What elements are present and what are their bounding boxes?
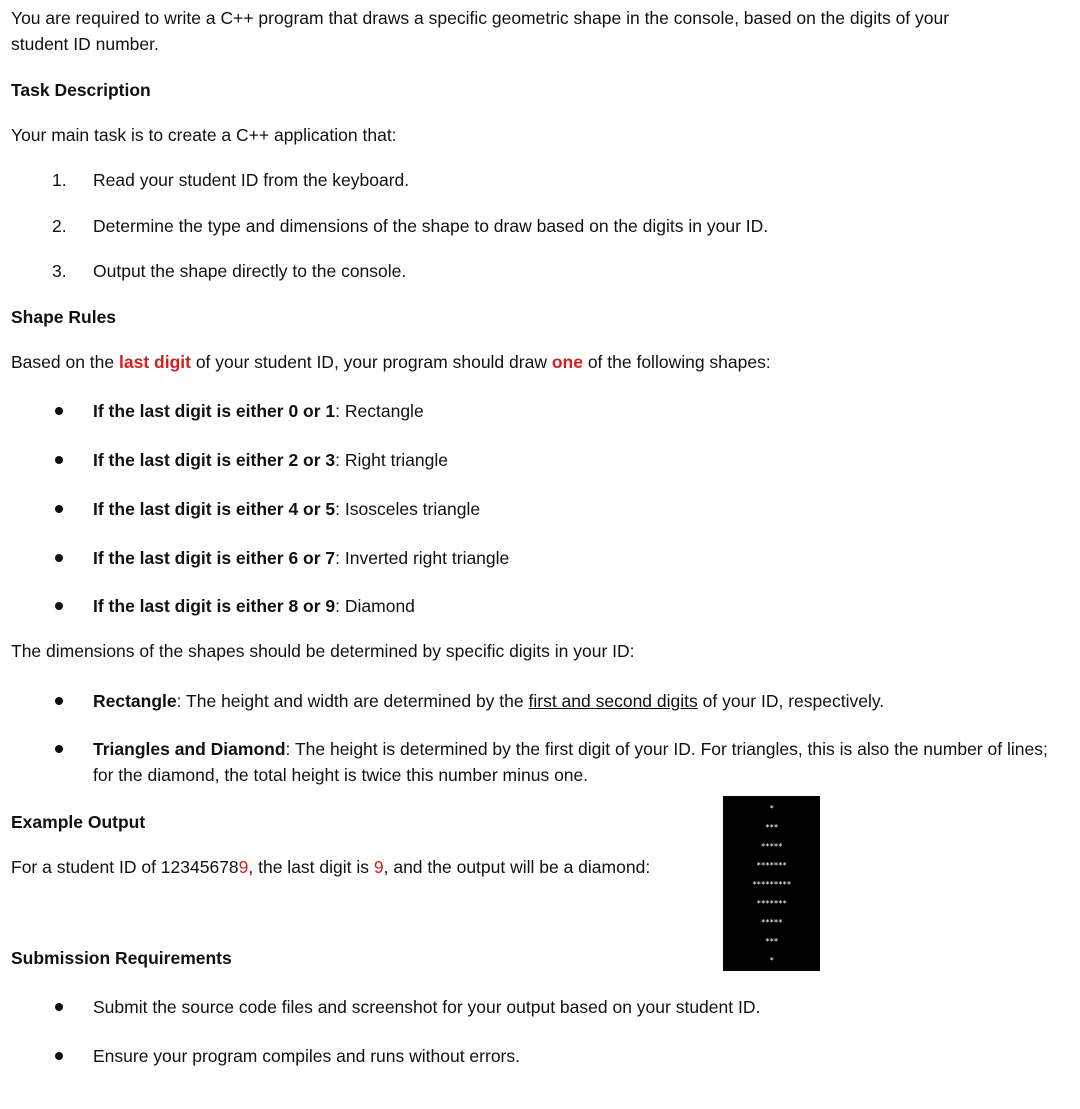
rule-item-4: If the last digit is either 6 or 7: Inverted right triangle [93, 548, 510, 568]
submission-item-2: Ensure your program compiles and runs without errors. [93, 1046, 520, 1066]
bullet-icon [55, 745, 63, 753]
bullet-icon [55, 407, 63, 415]
bullet-icon [55, 456, 63, 464]
shape-rules-lead: Based on the last digit of your student ID, your program should draw one of the following shapes: [11, 352, 771, 372]
console-line: ******* [756, 899, 787, 908]
bullet-icon [55, 554, 63, 562]
console-line: ******* [756, 861, 787, 870]
bullet-icon [55, 1052, 63, 1060]
console-line: * [769, 956, 774, 965]
intro-line-2: student ID number. [11, 34, 159, 54]
dimension-rectangle: Rectangle: The height and width are determined by the first and second digits of your ID, respectively. [93, 691, 885, 711]
step-text-1: Read your student ID from the keyboard. [93, 170, 410, 190]
submission-heading: Submission Requirements [11, 948, 232, 968]
example-output-heading: Example Output [11, 812, 146, 832]
step-text-2: Determine the type and dimensions of the shape to draw based on the digits in your ID. [93, 216, 769, 236]
step-text-3: Output the shape directly to the console. [93, 261, 407, 281]
bullet-icon [55, 697, 63, 705]
rule-item-1: If the last digit is either 0 or 1: Rectangle [93, 401, 424, 421]
rule-item-3: If the last digit is either 4 or 5: Isosceles triangle [93, 499, 481, 519]
step-number-1: 1. [52, 170, 67, 190]
step-number-2: 2. [52, 216, 67, 236]
intro-line-1: You are required to write a C++ program that draws a specific geometric shape in the console, based on the digits of your [11, 8, 950, 28]
example-output-text: For a student ID of 123456789, the last digit is 9, and the output will be a diamond: [11, 857, 651, 877]
console-line: ***** [760, 842, 783, 851]
one-highlight: one [551, 352, 583, 372]
console-line: * [769, 804, 774, 813]
task-description-heading: Task Description [11, 80, 151, 100]
console-line: ***** [760, 918, 783, 927]
console-output-screenshot [723, 796, 820, 971]
bullet-icon [55, 505, 63, 513]
dimensions-lead: The dimensions of the shapes should be determined by specific digits in your ID: [11, 641, 635, 661]
bullet-icon [55, 1003, 63, 1011]
step-number-3: 3. [52, 261, 67, 281]
bullet-icon [55, 602, 63, 610]
task-description-lead: Your main task is to create a C++ application that: [11, 125, 397, 145]
rule-item-5: If the last digit is either 8 or 9: Diamond [93, 596, 415, 616]
console-line: ********* [752, 880, 791, 889]
dimension-triangles: Triangles and Diamond: The height is determined by the first digit of your ID. For triangles, this is also the number of lines; for the diamond, the total height is twice this number minus one. [93, 739, 1048, 785]
submission-item-1: Submit the source code files and screenshot for your output based on your student ID. [93, 997, 761, 1017]
rule-item-2: If the last digit is either 2 or 3: Right triangle [93, 450, 448, 470]
shape-rules-heading: Shape Rules [11, 307, 117, 327]
console-line: *** [765, 823, 778, 832]
console-line: *** [765, 937, 778, 946]
last-digit-highlight: last digit [119, 352, 191, 372]
